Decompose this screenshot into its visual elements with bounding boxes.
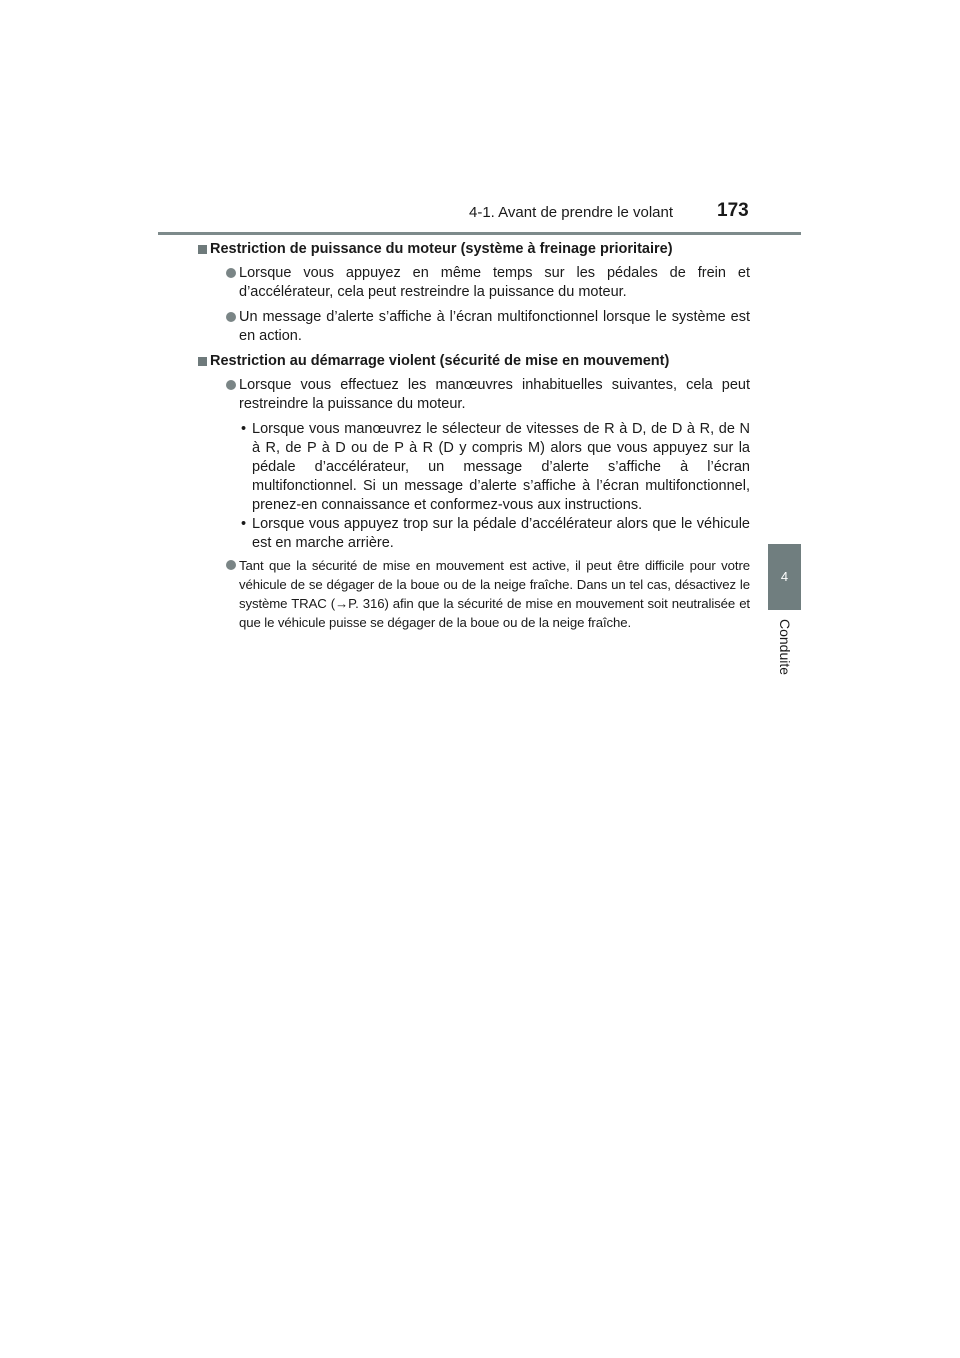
dot-mark: •	[241, 421, 247, 437]
chapter-section-title: 4-1. Avant de prendre le volant	[469, 204, 674, 221]
circle-bullet-icon	[226, 380, 236, 390]
section-heading-launch-restriction	[210, 352, 750, 371]
page-content	[210, 240, 750, 638]
circle-bullet-icon	[226, 268, 236, 278]
list-item	[210, 264, 750, 302]
circle-bullet-icon	[226, 312, 236, 322]
sub-list-item	[210, 515, 750, 553]
heading-text: Restriction de puissance du moteur (système à freinage prioritaire)	[210, 241, 673, 257]
header-divider	[158, 232, 801, 235]
square-bullet-icon	[198, 245, 207, 254]
heading-text: Restriction au démarrage violent (sécurité de mise en mouvement)	[210, 353, 670, 369]
list-item-text: Lorsque vous effectuez les manœuvres inhabituelles suivantes, cela peut restreindre la puissance du moteur.	[239, 377, 750, 412]
section-heading-engine-power-restriction	[210, 240, 750, 259]
circle-bullet-icon	[226, 560, 236, 570]
chapter-tab-label: Conduite	[777, 619, 793, 676]
sub-list-item-text: Lorsque vous manœuvrez le sélecteur de vitesses de R à D, de D à R, de N à R, de P à D ou de P à R (D y compris M) alors que vous appuyez sur la pédale d’accélérateur, un message d’alerte s’affiche à l’écran multifonctionnel. Si un message d’alerte s’affiche à l’écran multifonctionnel, prenez-en connaissance et conformez-vous aux instructions.	[252, 421, 750, 513]
list-item	[210, 556, 750, 632]
list-item	[210, 308, 750, 346]
list-item	[210, 376, 750, 414]
list-item-text: Lorsque vous appuyez en même temps sur les pédales de frein et d’accélérateur, cela peut restreindre la puissance du moteur.	[239, 265, 750, 300]
square-bullet-icon	[198, 357, 207, 366]
page-number: 173	[717, 200, 749, 221]
list-item-text: Tant que la sécurité de mise en mouvement est active, il peut être difficile pour votre véhicule de se dégager de la boue ou de la neige fraîche. Dans un tel cas, désactivez le système TRAC (→P. 316) afin que la sécurité de mise en mouvement soit neutralisée et que le véhicule puisse se dégager de la boue ou de la neige fraîche.	[239, 558, 750, 630]
chapter-tab	[768, 544, 801, 610]
list-item-text: Un message d’alerte s’affiche à l’écran multifonctionnel lorsque le système est en action.	[239, 309, 750, 344]
sub-list-item	[210, 420, 750, 515]
dot-mark: •	[241, 516, 247, 532]
sub-list-item-text: Lorsque vous appuyez trop sur la pédale d’accélérateur alors que le véhicule est en marche arrière.	[252, 516, 750, 551]
chapter-tab-number: 4	[780, 569, 789, 584]
